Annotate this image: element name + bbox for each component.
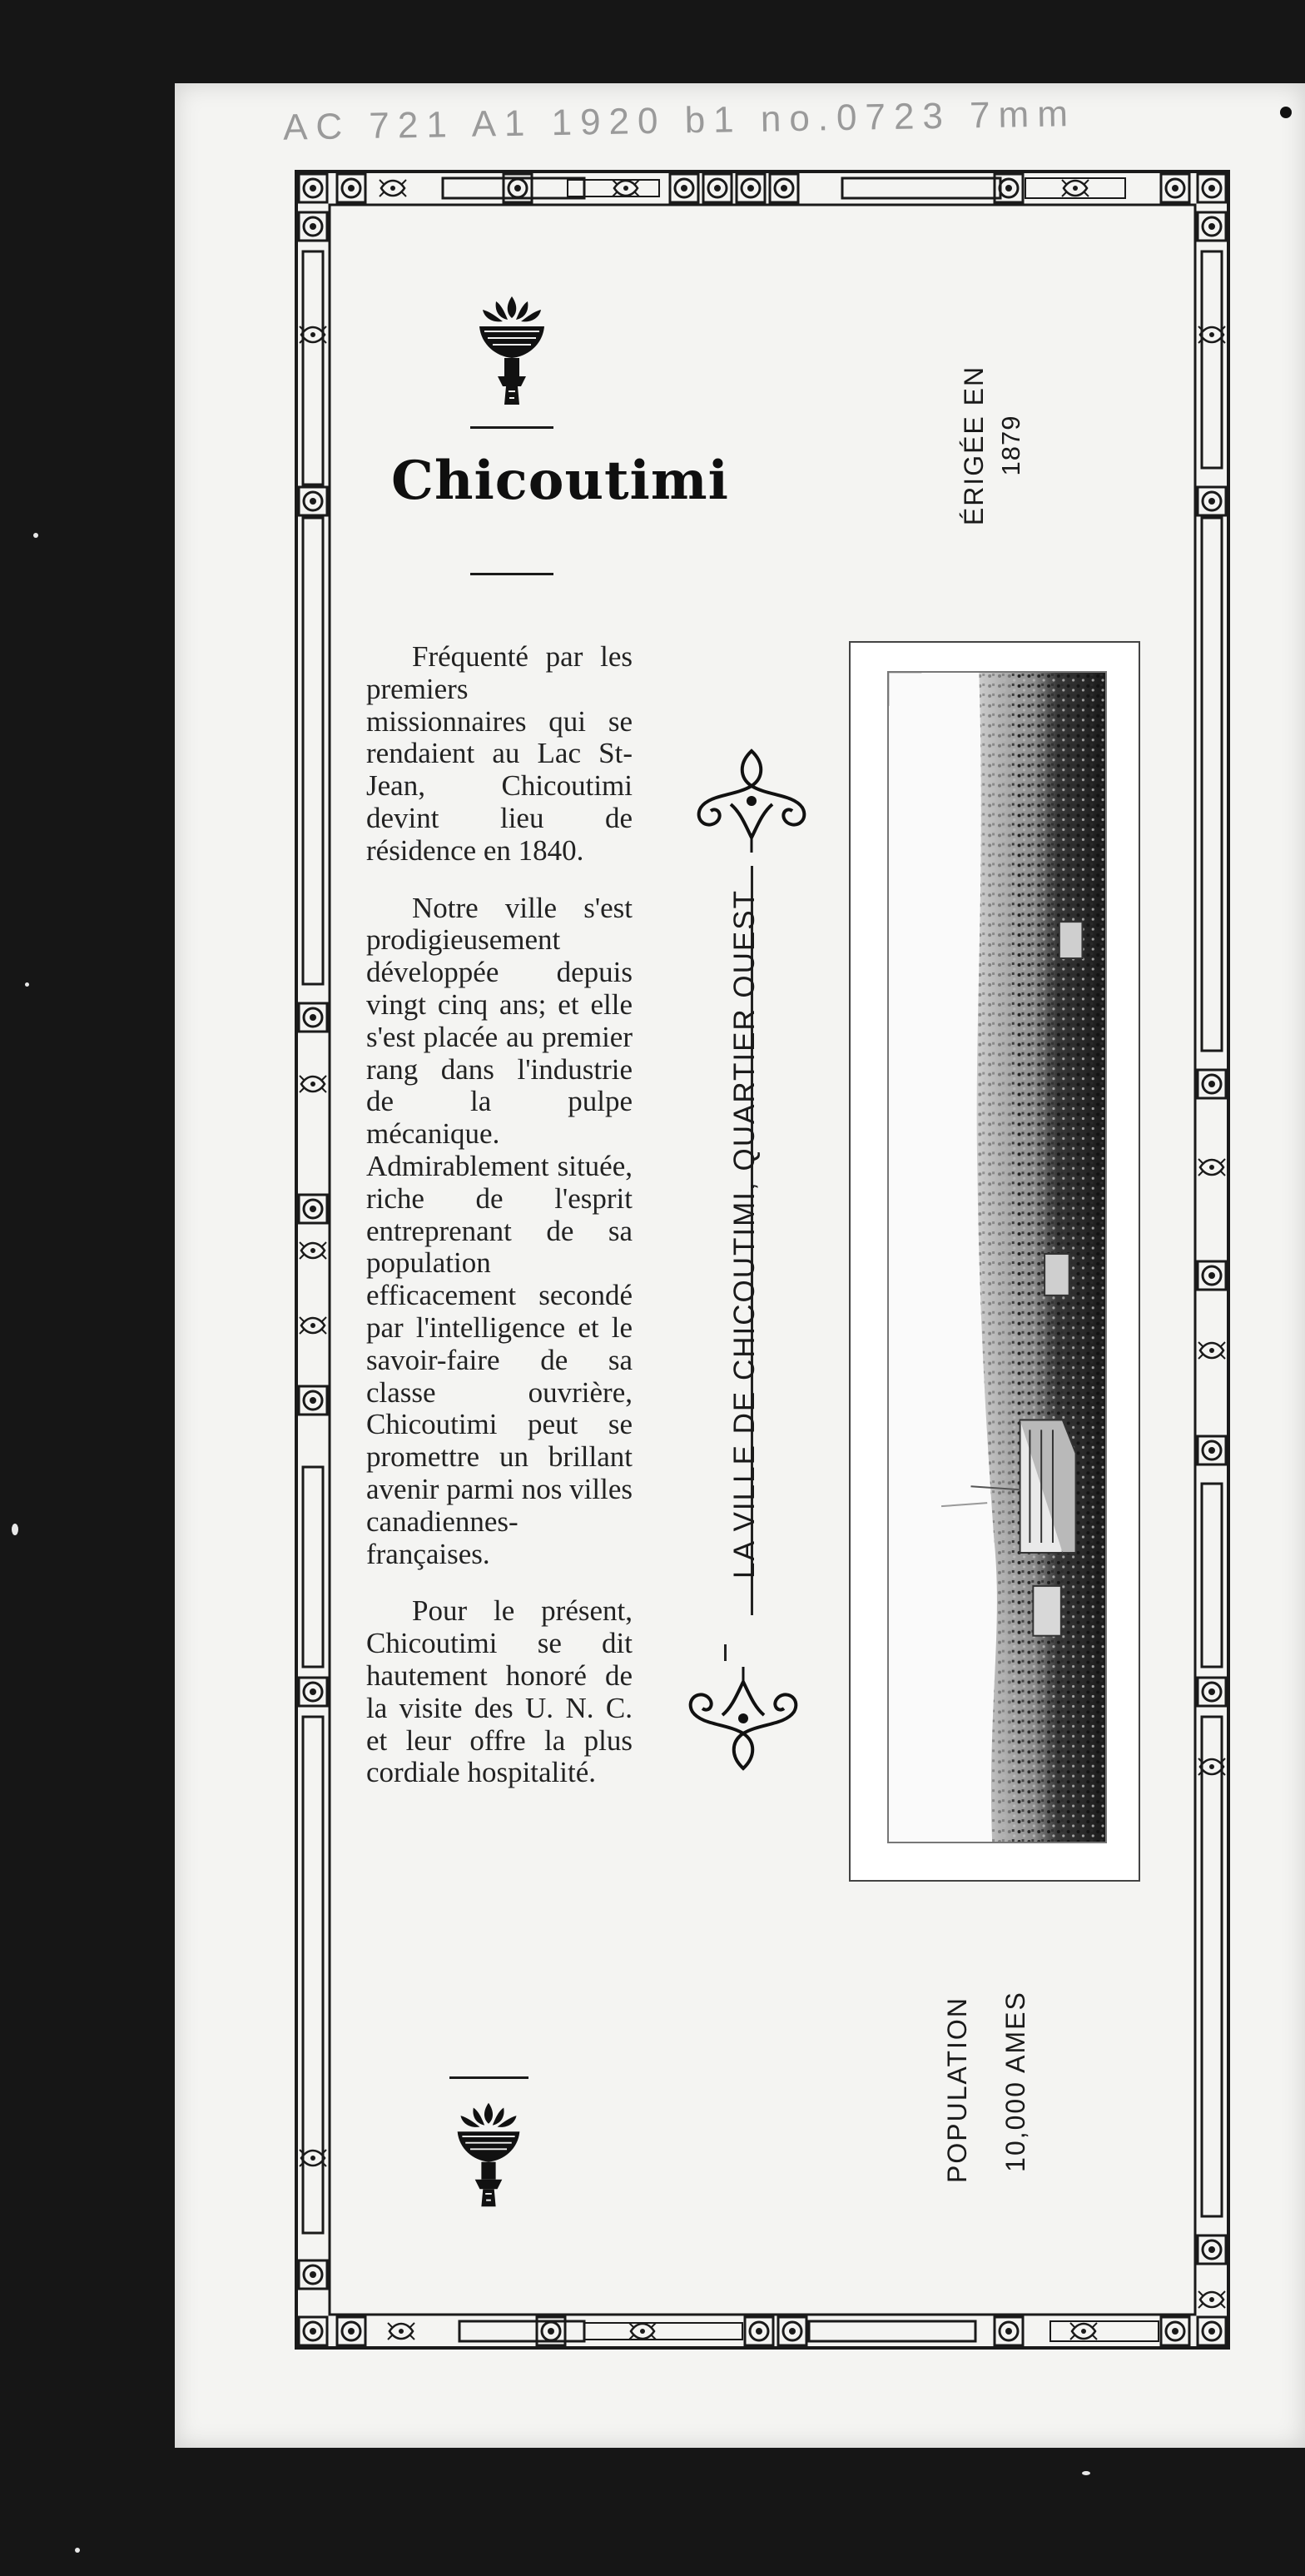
lotus-urn-ornament-icon	[473, 293, 551, 410]
scroll-flourish-icon	[689, 746, 814, 854]
city-photograph	[887, 671, 1107, 1843]
paragraph-industry: Notre ville s'est prodigieusement développée depuis vingt cinq ans; et elle s'est placée au premier rang dans l'industrie de la pulpe mécanique. Admirablement située, riche de l'esprit entreprenant de sa population efficacement secondé par l'intelligence et le savoir-faire de sa classe ouvrière, Chicoutimi peut se promettre un brillant avenir parmi nos villes canadiennes-françaises.	[366, 891, 633, 1570]
paragraph-history: Fréquenté par les premiers missionnaires qui se rendaient au Lac St-Jean, Chicoutimi devint lieu de résidence en 1840.	[366, 640, 633, 867]
title-rule-top	[470, 426, 553, 429]
scroll-flourish-icon	[681, 1665, 806, 1773]
scan-speck	[25, 982, 29, 987]
ornament-rule-bottom	[449, 2076, 528, 2079]
lotus-urn-ornament-icon	[451, 2098, 526, 2213]
body-text	[366, 641, 633, 1814]
scan-speck	[12, 1524, 18, 1535]
caption-rule-bottom	[724, 1644, 727, 1661]
scan-speck	[1082, 2471, 1090, 2475]
erected-label: ÉRIGÉE EN	[959, 365, 989, 526]
scan-speck	[75, 2548, 80, 2553]
population-value: 10,000 AMES	[1000, 1991, 1030, 2172]
paragraph-welcome: Pour le présent, Chicoutimi se dit hautement honoré de la visite des U. N. C. et leur offre la plus cordiale hospitalité.	[366, 1594, 633, 1789]
erected-year: 1879	[996, 415, 1025, 476]
page-title: Chicoutimi	[391, 450, 729, 512]
population-label: POPULATION	[942, 1997, 972, 2183]
scan-speck	[33, 533, 38, 538]
title-rule-bottom	[470, 573, 553, 575]
archive-handwritten-note: AC 721 A1 1920 b1 no.0723 7mm	[282, 93, 1077, 148]
photo-caption: LA VILLE DE CHICOUTIMI, QUARTIER OUEST	[728, 889, 761, 1579]
hole-punch-mark	[1280, 107, 1292, 118]
